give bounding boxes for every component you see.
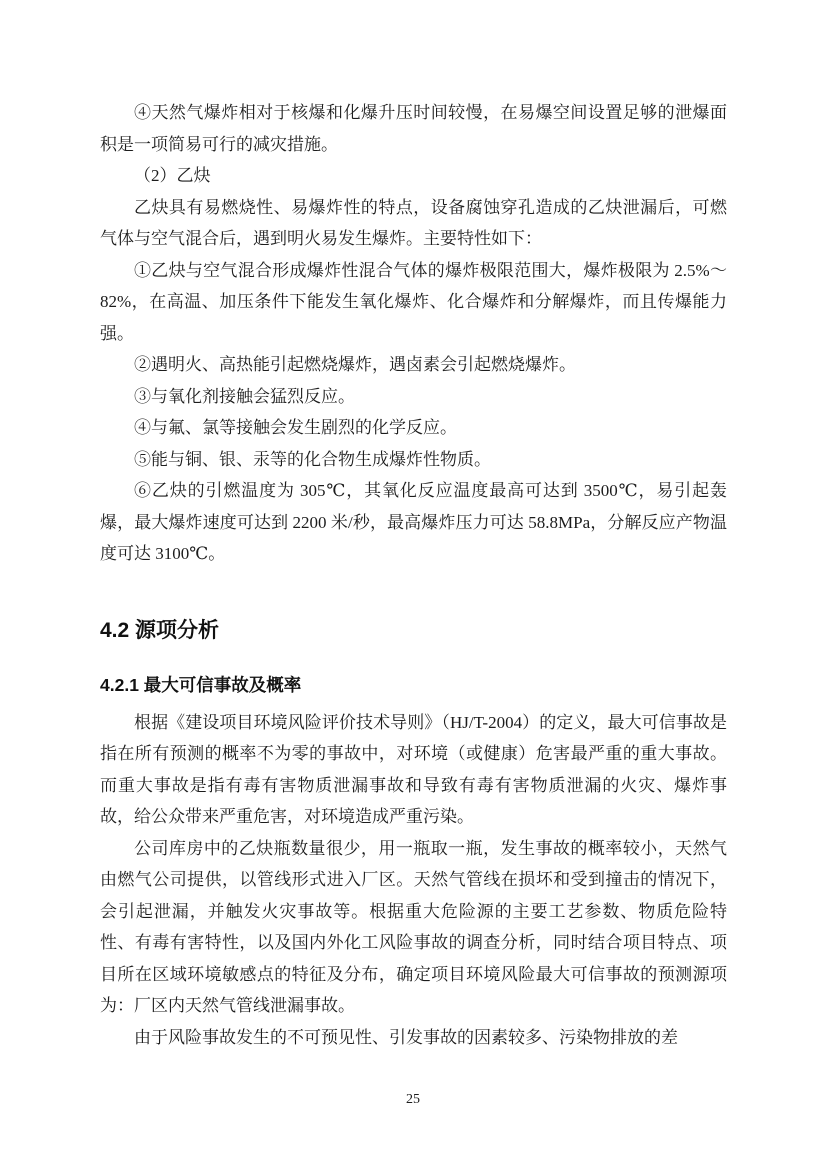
section-heading-4-2: 4.2 源项分析 xyxy=(100,618,220,642)
subsection-heading-4-2-1: 4.2.1 最大可信事故及概率 xyxy=(100,674,302,695)
paragraph-definition: 根据《建设项目环境风险评价技术导则》（HJ/T-2004）的定义，最大可信事故是指在所有预测的概率不为零的事故中，对环境（或健康）危害最严重的重大事故。而重大事故是指有毒有害物质泄漏事故和导致有毒有害物质泄漏的火灾、爆炸事故，给公众带来严重危害，对环境造成严重污染。 xyxy=(100,712,727,826)
list-item-5: ⑤能与铜、银、汞等的化合物生成爆炸性物质。 xyxy=(134,449,491,469)
list-item-3: ③与氧化剂接触会猛烈反应。 xyxy=(134,386,355,406)
paragraph-acetylene-label: （2）乙炔 xyxy=(134,166,211,185)
paragraph-uncertainty: 由于风险事故发生的不可预见性、引发事故的因素较多、污染物排放的差 xyxy=(134,1027,678,1047)
page-number: 25 xyxy=(406,1092,420,1107)
list-item-6: ⑥乙炔的引燃温度为 305℃，其氧化反应温度最高可达到 3500℃，易引起轰爆，最大爆炸速度可达到 2200 米/秒，最高爆炸压力可达 58.8MPa，分解反应产物温度可达 3100℃。 xyxy=(100,481,727,563)
list-item-2: ②遇明火、高热能引起燃烧爆炸，遇卤素会引起燃烧爆炸。 xyxy=(134,355,576,374)
list-item-4: ④与氟、氯等接触会发生剧烈的化学反应。 xyxy=(134,418,457,437)
paragraph-acetylene-intro: 乙炔具有易燃烧性、易爆炸性的特点，设备腐蚀穿孔造成的乙炔泄漏后，可燃气体与空气混合后，遇到明火易发生爆炸。主要特性如下： xyxy=(100,197,727,248)
list-item-1: ①乙炔与空气混合形成爆炸性混合气体的爆炸极限范围大，爆炸极限为 2.5%～82%，在高温、加压条件下能发生氧化爆炸、化合爆炸和分解爆炸，而且传爆能力强。 xyxy=(100,260,727,343)
paragraph-source-item: 公司库房中的乙炔瓶数量很少，用一瓶取一瓶，发生事故的概率较小，天然气由燃气公司提供，以管线形式进入厂区。天然气管线在损坏和受到撞击的情况下，会引起泄漏，并触发火灾事故等。根据重大危险源的主要工艺参数、物质危险特性、有毒有害特性，以及国内外化工风险事故的调查分析，同时结合项目特点、项目所在区域环境敏感点的特征及分布，确定项目环境风险最大可信事故的预测源项为：厂区内天然气管线泄漏事故。 xyxy=(100,838,727,1015)
paragraph-natural-gas-item4: ④天然气爆炸相对于核爆和化爆升压时间较慢，在易爆空间设置足够的泄爆面积是一项简易可行的减灾措施。 xyxy=(100,103,727,154)
